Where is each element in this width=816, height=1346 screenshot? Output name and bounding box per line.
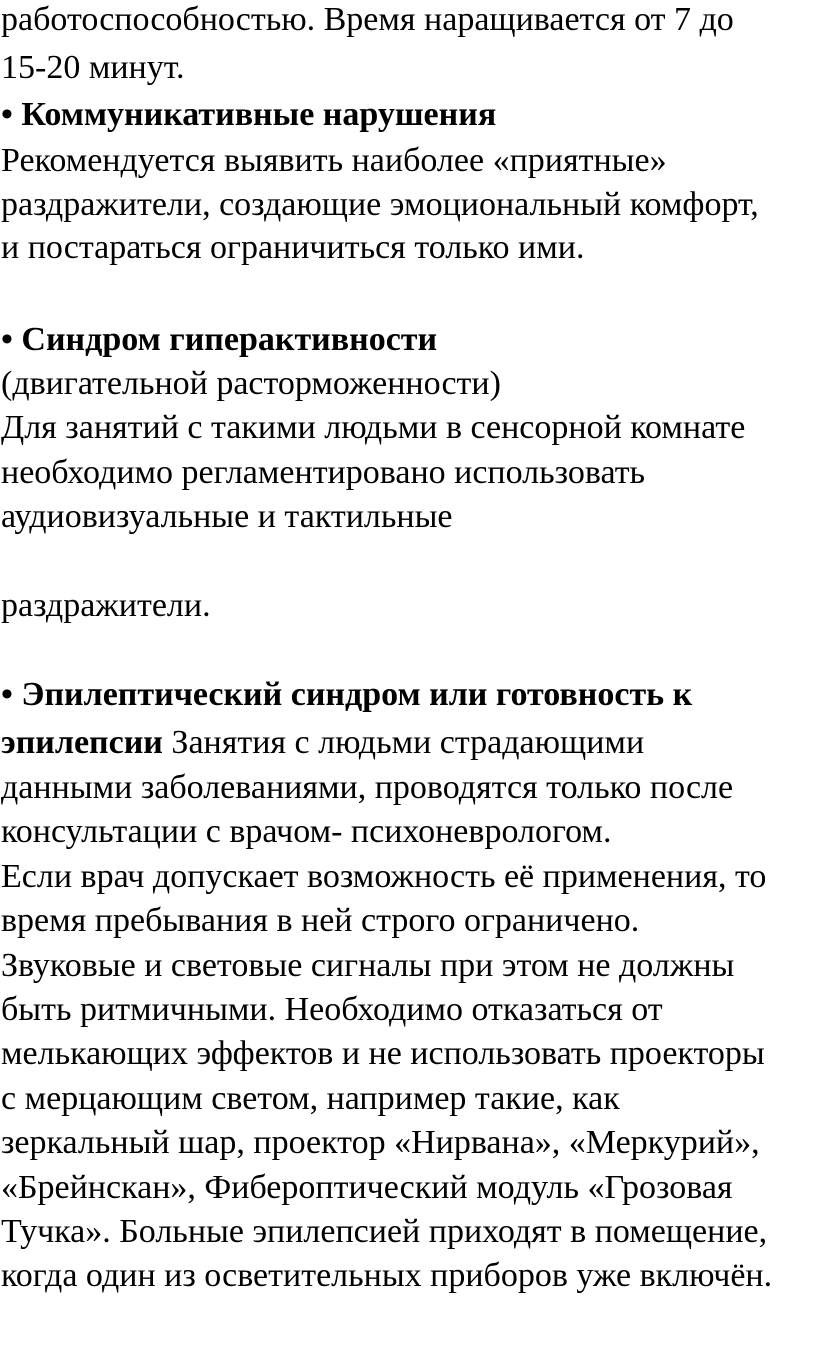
epilepsy-line-7: Звуковые и световые сигналы при этом не должны [1, 947, 735, 984]
epilepsy-line-11: зеркальный шар, проектор «Нирвана», «Меркурий», [1, 1124, 760, 1161]
epilepsy-line-12: «Брейнскан», Фибероптический модуль «Грозовая [1, 1169, 733, 1206]
epilepsy-line-5: Если врач допускает возможность её применения, то [1, 858, 767, 895]
epilepsy-line-10: с мерцающим светом, например такие, как [1, 1080, 620, 1117]
hyperactivity-subheading: (двигательной расторможенности) [1, 365, 501, 402]
heading-epilepsy-continued: эпилепсии [1, 724, 163, 761]
epilepsy-line-13: Тучка». Больные эпилепсией приходят в помещение, [1, 1213, 768, 1250]
epilepsy-line-6: время пребывания в ней строго ограничено. [1, 902, 640, 939]
hyperactivity-line-4: раздражители. [1, 587, 211, 624]
heading-hyperactivity-syndrome: • Синдром гиперактивности [1, 321, 438, 358]
epilepsy-line-9: мелькающих эффектов и не использовать проекторы [1, 1035, 765, 1072]
heading-epileptic-syndrome: • Эпилептический синдром или готовность к [1, 676, 693, 713]
heading-communicative-disorders: • Коммуникативные нарушения [1, 96, 497, 133]
communicative-line-1: Рекомендуется выявить наиболее «приятные» [1, 142, 667, 179]
epilepsy-line-2-text: Занятия с людьми страдающими [162, 724, 645, 761]
epilepsy-line-8: быть ритмичными. Необходимо отказаться от [1, 991, 663, 1028]
epilepsy-line-3: данными заболеваниями, проводятся только после [1, 769, 734, 806]
communicative-line-3: и постараться ограничиться только ими. [1, 229, 585, 266]
communicative-line-2: раздражители, создающие эмоциональный комфорт, [1, 186, 759, 223]
intro-line-2: 15-20 минут. [1, 49, 185, 86]
epilepsy-line-14: когда один из осветительных приборов уже включён. [1, 1257, 773, 1294]
hyperactivity-line-3: аудиовизуальные и тактильные [1, 498, 453, 535]
epilepsy-line-4: консультации с врачом- психоневрологом. [1, 813, 612, 850]
hyperactivity-line-2: необходимо регламентировано использовать [1, 454, 646, 491]
intro-line-1: работоспособностью. Время наращивается от 7 до [1, 1, 734, 38]
epilepsy-line-2 [1, 721, 644, 765]
hyperactivity-line-1: Для занятий с такими людьми в сенсорной комнате [1, 409, 746, 446]
